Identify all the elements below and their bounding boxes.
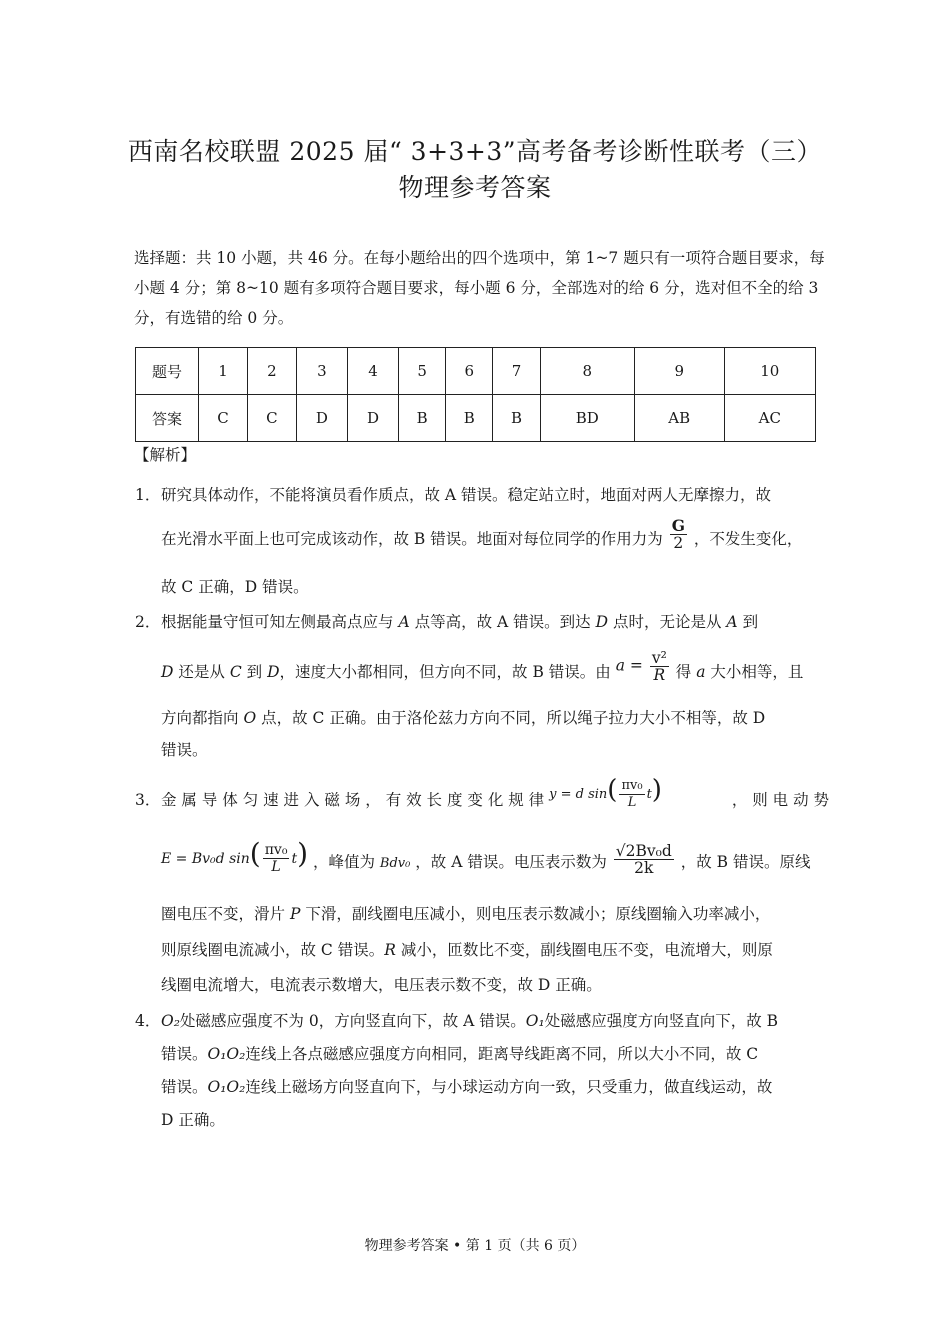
table-cell: C	[199, 395, 248, 442]
table-cell: 10	[724, 348, 815, 395]
title-line-2: 物理参考答案	[398, 173, 552, 202]
title-line-1: 西南名校联盟 2025 届“ 3+3+3”高考备考诊断性联考（三）	[127, 137, 823, 166]
text-line: D 还是从 C 到 D，速度大小都相同，但方向不同，故 B 错误。由 a = $\frac{\text{v²}}{R}$ 得 a 大小相等，且	[161, 648, 804, 684]
table-cell: B	[399, 395, 446, 442]
text-line: 研究具体动作，不能将演员看作质点，故 A 错误。稳定站立时，地面对两人无摩擦力，故	[161, 486, 772, 504]
analysis-heading: 【解析】	[134, 446, 197, 464]
text-line: 错误。	[161, 741, 208, 759]
text-line: 圈电压不变，滑片 P 下滑，副线圈电压减小，则电压表示数减小；原线圈输入功率减小，	[161, 905, 771, 923]
question-number: 2．	[135, 613, 161, 631]
text-line: 方向都指向 O 点，故 C 正确。由于洛伦兹力方向不同，所以绳子拉力大小不相等，故 D	[161, 709, 766, 727]
table-cell: B	[446, 395, 493, 442]
table-cell: 5	[399, 348, 446, 395]
question-number: 3．	[135, 791, 161, 809]
fraction-voltmeter: $\frac{\text{√2Bv₀d}}{2k}$	[615, 841, 672, 877]
table-cell: 9	[634, 348, 724, 395]
table-cell: 2	[247, 348, 296, 395]
text-line: 线圈电流增大，电流表示数增大，电压表示数不变，故 D 正确。	[161, 976, 602, 994]
text-line: 错误。O₁O₂连线上磁场方向竖直向下，与小球运动方向一致，只受重力，做直线运动，故	[161, 1078, 773, 1096]
table-cell: AB	[634, 395, 724, 442]
table-cell: 6	[446, 348, 493, 395]
text-line: 在光滑水平面上也可完成该动作，故 B 错误。地面对每位同学的作用力为 $\frac{G}{2}$ ，不发生变化，	[161, 515, 803, 552]
question-number: 1．	[135, 486, 161, 504]
table-cell: 4	[347, 348, 398, 395]
table-row-label: 答案	[136, 395, 199, 442]
text-line: 根据能量守恒可知左侧最高点应与 A 点等高，故 A 错误。到达 D 点时，无论是从 A 到	[161, 613, 759, 631]
equation-a-v2-over-r: a = $\frac{\text{v²}}{R}$	[615, 648, 667, 684]
text-line: 金 属 导 体 匀 速 进 入 磁 场 ， 有 效 长 度 变 化 规 律 y = d sin( $\frac{\text{πv₀}}{L}$ t) ， 则 电 动 势	[161, 775, 830, 810]
table-cell: AC	[724, 395, 815, 442]
table-row-answers	[136, 395, 816, 442]
table-cell: BD	[540, 395, 634, 442]
intro-paragraph: 选择题：共 10 小题，共 46 分。在每小题给出的四个选项中，第 1~7 题只有一项符合题目要求，每小题 4 分；第 8~10 题有多项符合题目要求，每小题 6 分，全部选对的给 6 分，选对但不全的给 3 分，有选错的给 0 分。	[134, 249, 825, 327]
page-footer: 物理参考答案 • 第 1 页（共 6 页）	[364, 1238, 586, 1254]
equation-emf: E = Bv₀d sin( $\frac{\text{πv₀}}{L}$ t)	[161, 836, 309, 876]
fraction-g-over-2: $\frac{G}{2}$	[671, 515, 685, 552]
text-line: 则原线圈电流减小，故 C 错误。R 减小，匝数比不变，副线圈电压不变，电流增大，则原	[161, 941, 773, 959]
text-line: 错误。O₁O₂连线上各点磁感应强度方向相同，距离导线距离不同，所以大小不同，故 C	[161, 1045, 759, 1063]
peak-value: Bdv₀	[379, 856, 411, 871]
text-line: D 正确。	[161, 1111, 225, 1129]
equation-length-law: y = d sin( $\frac{\text{πv₀}}{L}$ t)	[549, 775, 662, 810]
question-number: 4．	[135, 1012, 161, 1030]
table-cell: 3	[296, 348, 347, 395]
text-line: 故 C 正确，D 错误。	[161, 578, 309, 596]
table-cell: 8	[540, 348, 634, 395]
table-cell: C	[247, 395, 296, 442]
answer-table	[135, 347, 816, 442]
text-line: O₂处磁感应强度不为 0，方向竖直向下，故 A 错误。O₁处磁感应强度方向竖直向下，故 B	[161, 1012, 779, 1030]
text-line: E = Bv₀d sin( $\frac{\text{πv₀}}{L}$ t) ，峰值为 Bdv₀ ，故 A 错误。电压表示数为 $\frac{\text{√2Bv₀d}}{2k}$ ，故 B 错误。原线	[161, 836, 811, 877]
table-row-numbers	[136, 348, 816, 395]
table-cell: 7	[493, 348, 540, 395]
table-cell: B	[493, 395, 540, 442]
table-cell: D	[296, 395, 347, 442]
table-cell: D	[347, 395, 398, 442]
table-cell: 1	[199, 348, 248, 395]
table-row-label: 题号	[136, 348, 199, 395]
